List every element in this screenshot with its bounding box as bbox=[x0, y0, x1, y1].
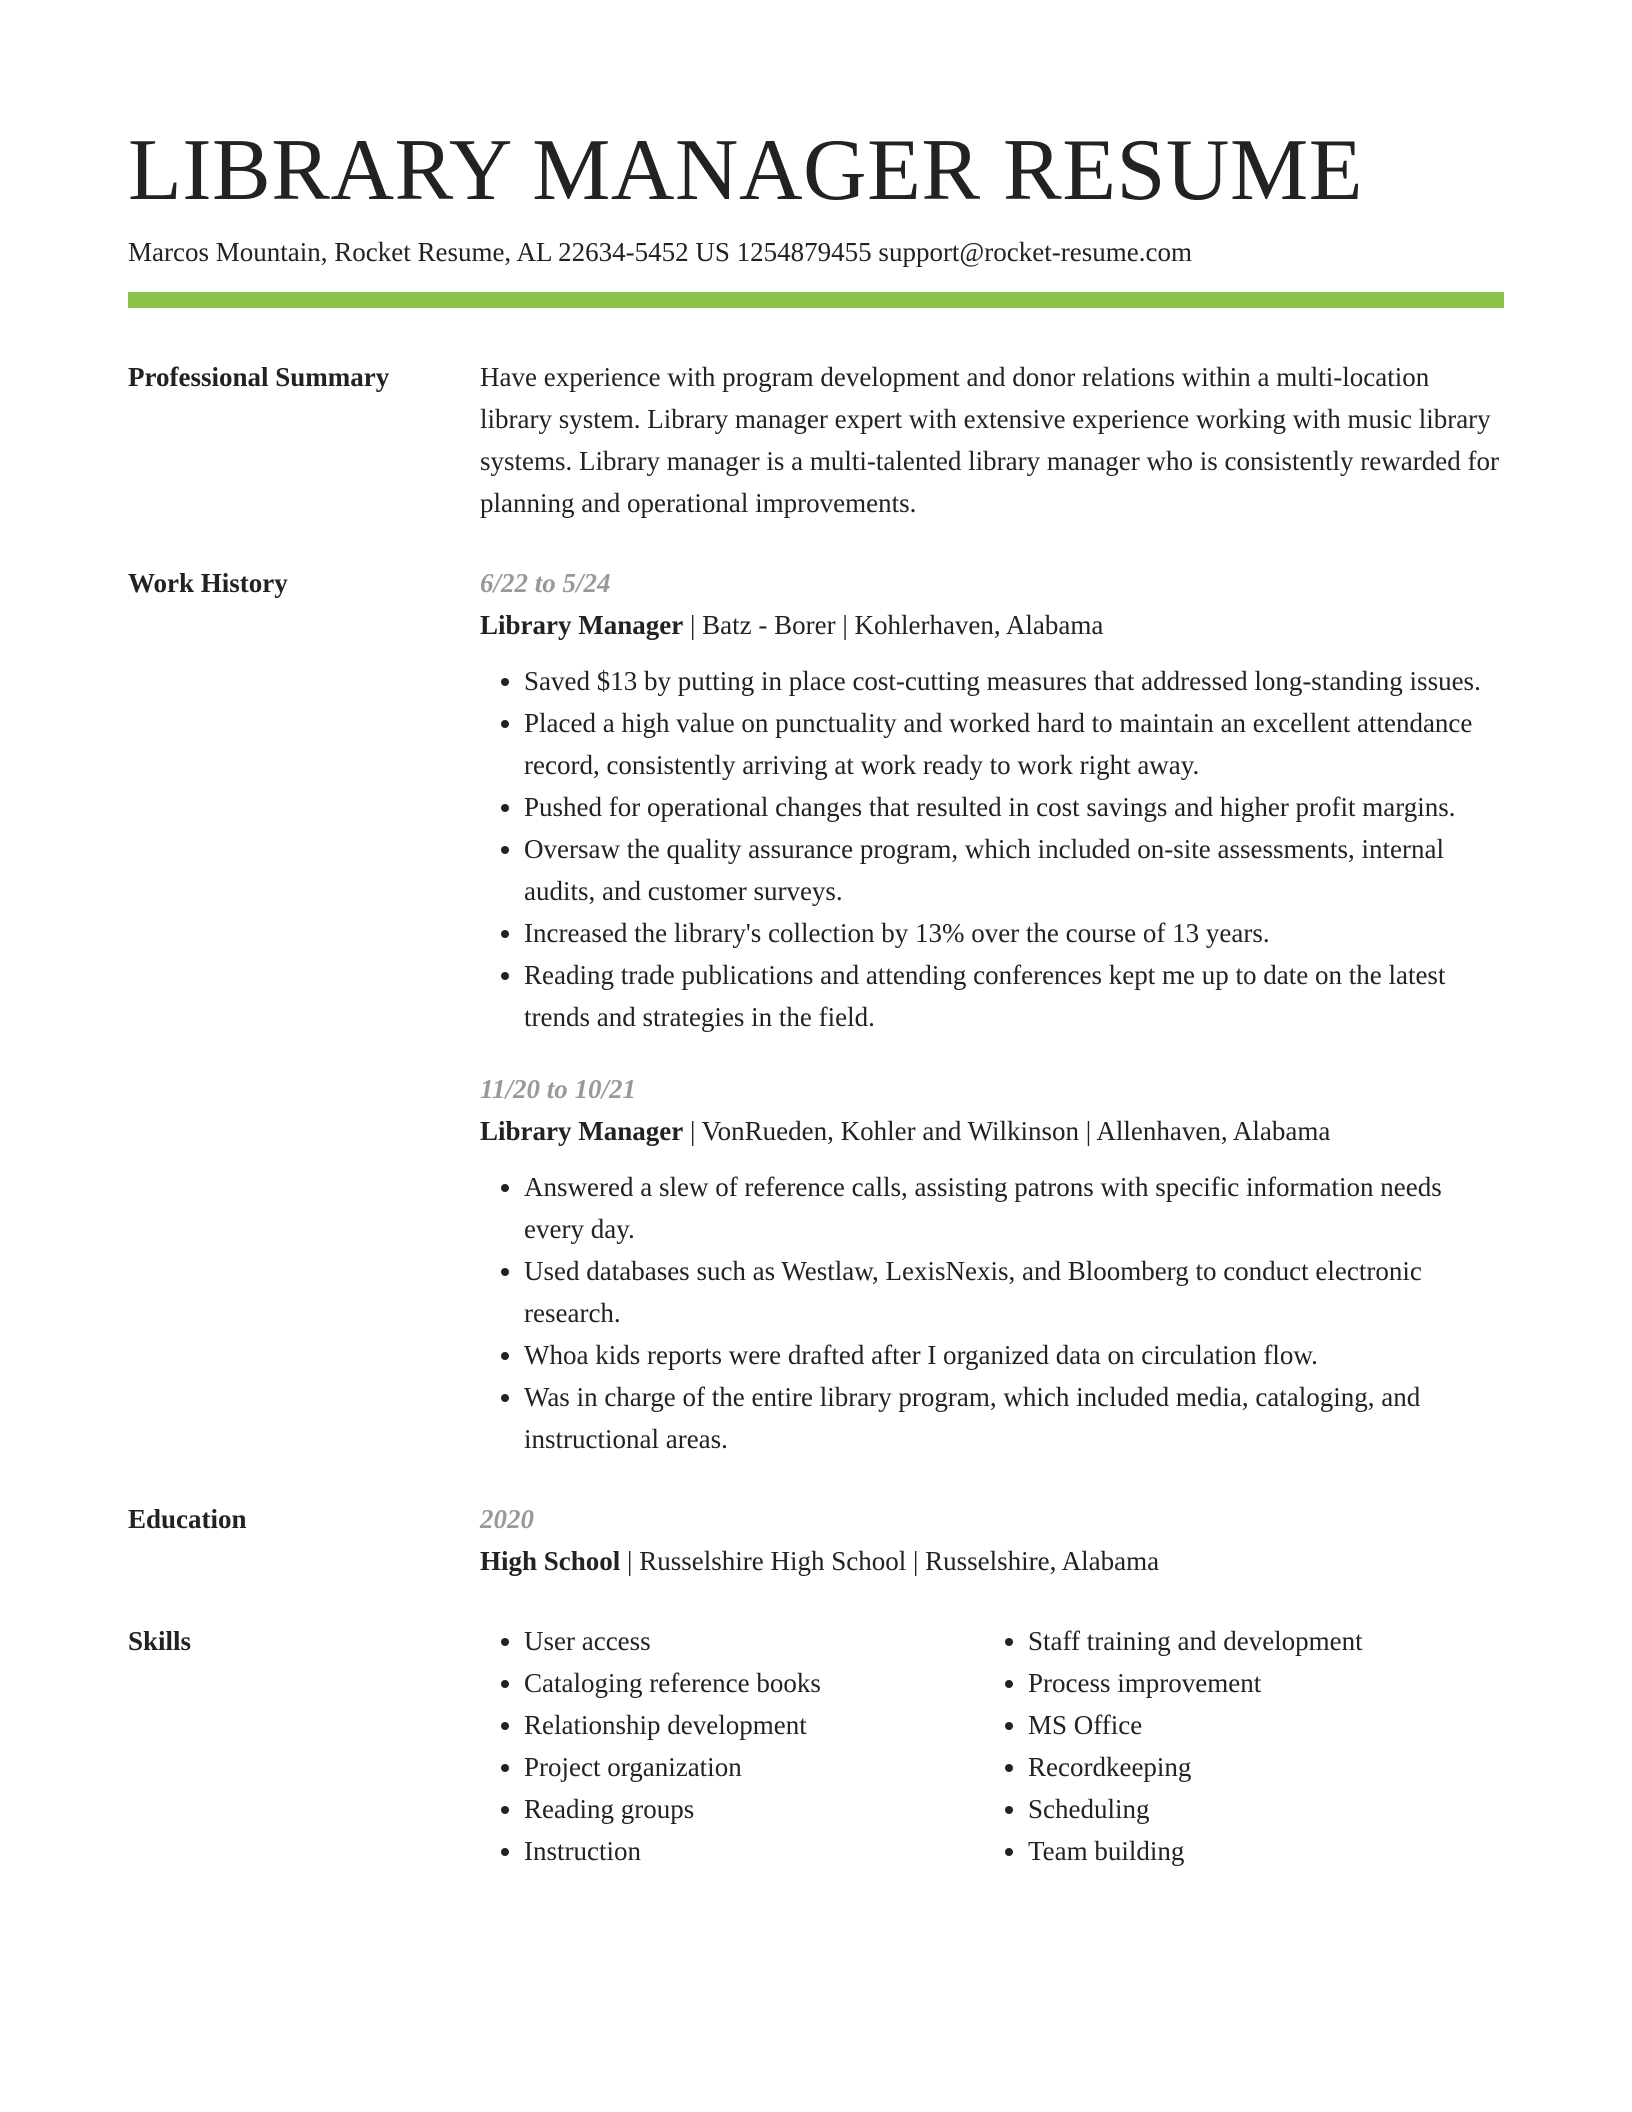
skills-body bbox=[480, 1620, 1504, 1872]
list-item: • Was in charge of the entire library program, which included media, cataloging, and instructional areas. bbox=[524, 1376, 1504, 1460]
skills-section bbox=[128, 1620, 1504, 1872]
skill-item: • Reading groups bbox=[524, 1788, 984, 1830]
job-entry bbox=[480, 1068, 1504, 1460]
education-year: 2020 bbox=[480, 1504, 534, 1534]
skill-item: • Team building bbox=[1028, 1830, 1488, 1872]
section-label-skills: Skills bbox=[128, 1626, 192, 1656]
job-role-line bbox=[480, 1110, 1504, 1152]
job-title: Library Manager bbox=[480, 610, 684, 640]
list-item: • Increased the library's collection by 13% over the course of 13 years. bbox=[524, 912, 1504, 954]
skills-column-left bbox=[480, 1620, 984, 1872]
skills-grid bbox=[480, 1620, 1504, 1872]
skill-item: • Project organization bbox=[524, 1746, 984, 1788]
job-bullets bbox=[480, 1166, 1504, 1460]
work-history-section bbox=[128, 562, 1504, 1460]
professional-summary-section bbox=[128, 356, 1504, 524]
work-history-body bbox=[480, 562, 1504, 1460]
job-bullets bbox=[480, 660, 1504, 1038]
skill-item: • MS Office bbox=[1028, 1704, 1488, 1746]
education-body bbox=[480, 1498, 1504, 1582]
skill-item: • Process improvement bbox=[1028, 1662, 1488, 1704]
education-section bbox=[128, 1498, 1504, 1582]
accent-divider bbox=[128, 292, 1504, 308]
skill-item: • Staff training and development bbox=[1028, 1620, 1488, 1662]
section-label-summary: Professional Summary bbox=[128, 362, 390, 392]
contact-line: Marcos Mountain, Rocket Resume, AL 22634-5452 US 1254879455 support@rocket-resume.com bbox=[128, 237, 1192, 267]
education-details: | Russelshire High School | Russelshire, Alabama bbox=[620, 1546, 1160, 1576]
skill-item: • Recordkeeping bbox=[1028, 1746, 1488, 1788]
education-line bbox=[480, 1540, 1504, 1582]
list-item: • Oversaw the quality assurance program, which included on-site assessments, internal audits, and customer surveys. bbox=[524, 828, 1504, 912]
skill-item: • Scheduling bbox=[1028, 1788, 1488, 1830]
section-label-work: Work History bbox=[128, 568, 288, 598]
job-details: | Batz - Borer | Kohlerhaven, Alabama bbox=[683, 610, 1104, 640]
skill-item: • Instruction bbox=[524, 1830, 984, 1872]
list-item: • Placed a high value on punctuality and worked hard to maintain an excellent attendance record, consistently arriving at work ready to work right away. bbox=[524, 702, 1504, 786]
job-details: | VonRueden, Kohler and Wilkinson | Allenhaven, Alabama bbox=[683, 1116, 1331, 1146]
job-dates: 11/20 to 10/21 bbox=[480, 1074, 637, 1104]
list-item: • Whoa kids reports were drafted after I organized data on circulation flow. bbox=[524, 1334, 1504, 1376]
list-item: • Reading trade publications and attending conferences kept me up to date on the latest trends and strategies in the field. bbox=[524, 954, 1504, 1038]
skill-item: • User access bbox=[524, 1620, 984, 1662]
resume-page bbox=[128, 118, 1504, 1872]
education-degree: High School bbox=[480, 1546, 621, 1576]
job-entry bbox=[480, 562, 1504, 1038]
job-dates: 6/22 to 5/24 bbox=[480, 568, 611, 598]
section-label-education: Education bbox=[128, 1504, 247, 1534]
skill-item: • Cataloging reference books bbox=[524, 1662, 984, 1704]
resume-title: LIBRARY MANAGER RESUME bbox=[128, 122, 1363, 219]
list-item: • Saved $13 by putting in place cost-cutting measures that addressed long-standing issues. bbox=[524, 660, 1504, 702]
job-title: Library Manager bbox=[480, 1116, 684, 1146]
job-role-line bbox=[480, 604, 1504, 646]
skills-column-right bbox=[984, 1620, 1488, 1872]
list-item: • Answered a slew of reference calls, assisting patrons with specific information needs every day. bbox=[524, 1166, 1504, 1250]
summary-text: Have experience with program development and donor relations within a multi-location library system. Library manager expert with extensive experience working with music library systems. Library manager is a multi-talented library manager who is consistently rewarded for planning and operational improvements. bbox=[480, 362, 1499, 518]
skill-item: • Relationship development bbox=[524, 1704, 984, 1746]
list-item: • Used databases such as Westlaw, LexisNexis, and Bloomberg to conduct electronic research. bbox=[524, 1250, 1504, 1334]
list-item: • Pushed for operational changes that resulted in cost savings and higher profit margins. bbox=[524, 786, 1504, 828]
